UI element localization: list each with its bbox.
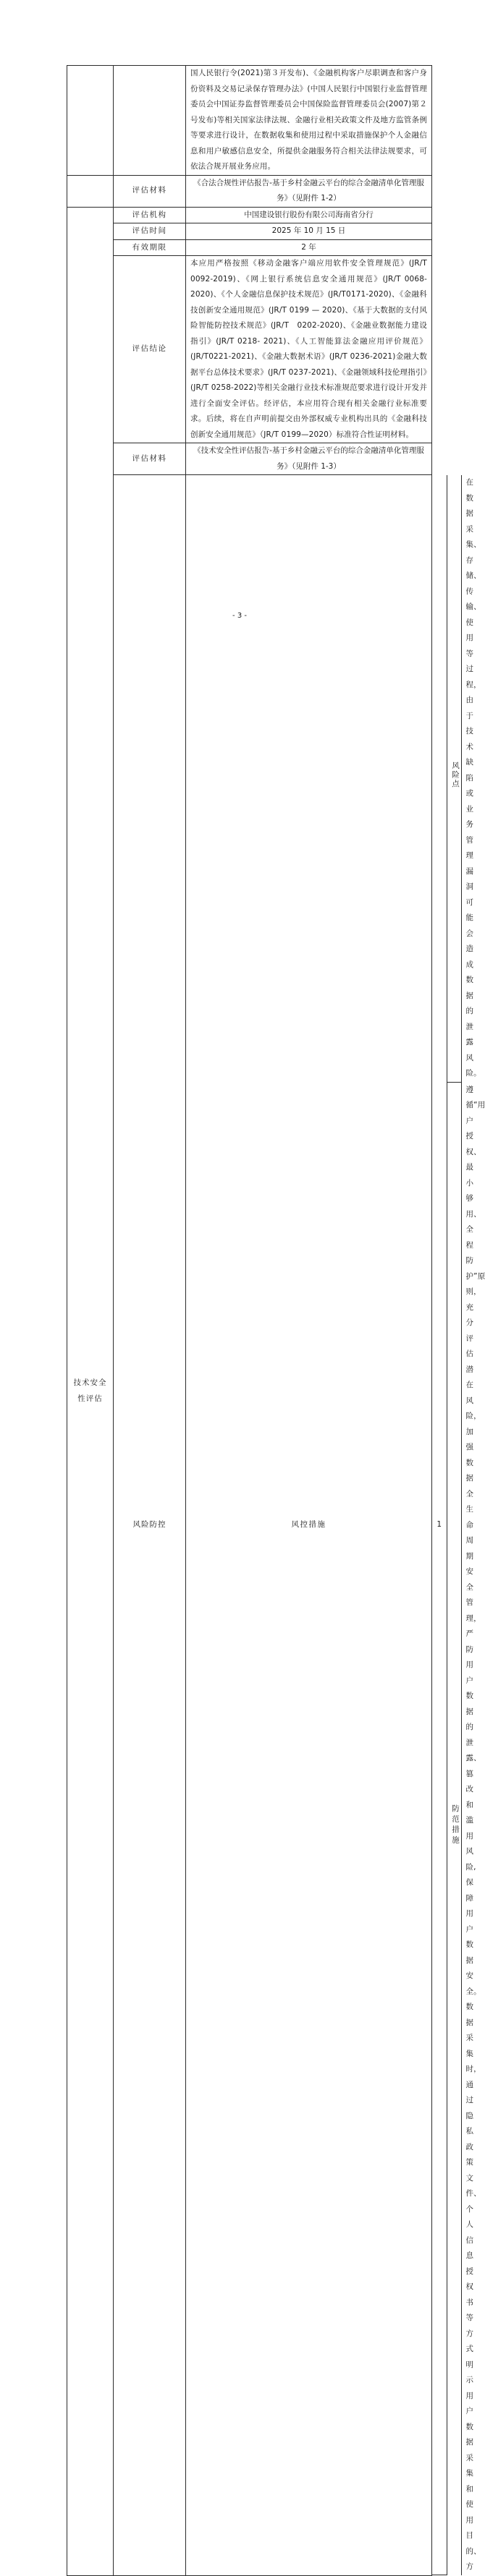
- table-row: [67, 207, 432, 223]
- table-row: [67, 256, 432, 443]
- legal-conclusion-text: 国人民银行令(2021)第３开发布)、《金融机构客户尽职调查和客户身份资料及交易记录保存管理办法》(中国人民银行中国银行业监督管理委员会中国证券监督管理委员会中国保险监督管理委员会(2007)第２号发布)等相关国家法律法规、金融行业相关政策文件及地方监管条例等要求进行设计，在数据收集和使用过程中采取措施保护个人金融信息和用户敏感信息安全，所提供金融服务符合相关法律法规要求，可依法合规开展业务应用。: [186, 66, 432, 176]
- tech-material-label: 评估材料: [114, 443, 186, 475]
- tech-conclusion-text: 本应用严格按照《移动金融客户端应用软件安全管理规范》(JR/T 0092-2019)、《网上银行系统信息安全通用规范》(JR/T 0068-2020)、《个人金融信息保护技术规范》(JR/T0171-2020)、《金融科技创新安全通用规范》(JR/T 0199 — 2020)、《基于大数据的支付风险智能防控技术规范》(JR/T 0202-2020)、《金融业数据能力建设指引》(JR/T 0218- 2021)、《人工智能算法金融应用评价规范》(JR/T0221-2021)、《金融大数据术语》(JR/T 0236-2021)金融大数据平台总体技术要求》(JR/T 0237-2021)、《金融领域科技伦理指引》(JR/T 0258-2022)等相关金融行业技术标准规范要求进行设计开发并进行全面安全评估。经评估，本应用符合现有相关金融行业标准要求。后续，将在自声明前提交由外部权威专业机构出具的《金融科技创新安全通用规范》（JR/T 0199—2020）标准符合性证明材料。: [186, 256, 432, 443]
- label-cell-empty: [114, 66, 186, 176]
- risk-point-label: [447, 475, 461, 1082]
- conclusion-label: 评估结论: [114, 256, 186, 443]
- table-row: [67, 475, 432, 2576]
- risk-section-label: 风险防控: [114, 475, 186, 2576]
- assessment-table: [67, 65, 485, 2576]
- time-value: 2025 年 10 月 15 日: [186, 223, 432, 240]
- org-label: 评估机构: [114, 207, 186, 223]
- risk-index: 1: [432, 475, 447, 2575]
- page-number: - 3 -: [232, 612, 247, 620]
- table-row: [67, 443, 432, 475]
- org-value: 中国建设银行股份有限公司海南省分行: [186, 207, 432, 223]
- validity-label: 有效期限: [114, 239, 186, 256]
- prevention-label: [447, 1082, 461, 2575]
- table-row: [67, 223, 432, 240]
- risk-measure-label: 风控措施: [186, 475, 432, 2576]
- section-cell-empty: [67, 66, 114, 176]
- prevention-label-text: 防范措施: [451, 1804, 460, 1847]
- risk-inner-table: [432, 475, 485, 2575]
- table-row: [67, 66, 432, 176]
- table-row: [67, 175, 432, 207]
- validity-value: 2 年: [186, 239, 432, 256]
- legal-material-text: 《合法合规性评估报告-基于乡村金融云平台的综合金融清单化管理服务》（见附件 1-2）: [186, 175, 432, 207]
- prevention-row: 防范措施 遵循“用户授权、最小够用、全程防护”原则，充分评估潜在风险，加强数据全生命周期安全管理，严防用户数据的泄露、篡改和滥用风险,保障用户数据安全。数据采集时，通过隐私政策文件、个人信息授权书等方式明示用户数据采集和使用目的、方: [432, 1082, 461, 2575]
- section-cell-empty: [67, 175, 114, 207]
- tech-material-text: 《技术安全性评估报告-基于乡村金融云平台的综合金融清单化管理服务》（见附件 1-3）: [186, 443, 432, 475]
- risk-point-label-text: 风险点: [451, 762, 460, 789]
- tech-section-label: 技术安全性评估: [67, 207, 114, 2576]
- table-row: [67, 239, 432, 256]
- risk-point-row: 1 风险点 在数据采集、存储、传输、使用等过程，由于技术缺陷或业务管理漏洞可能会造成数据的泄露风险。: [432, 475, 461, 1082]
- time-label: 评估时间: [114, 223, 186, 240]
- legal-material-label: 评估材料: [114, 175, 186, 207]
